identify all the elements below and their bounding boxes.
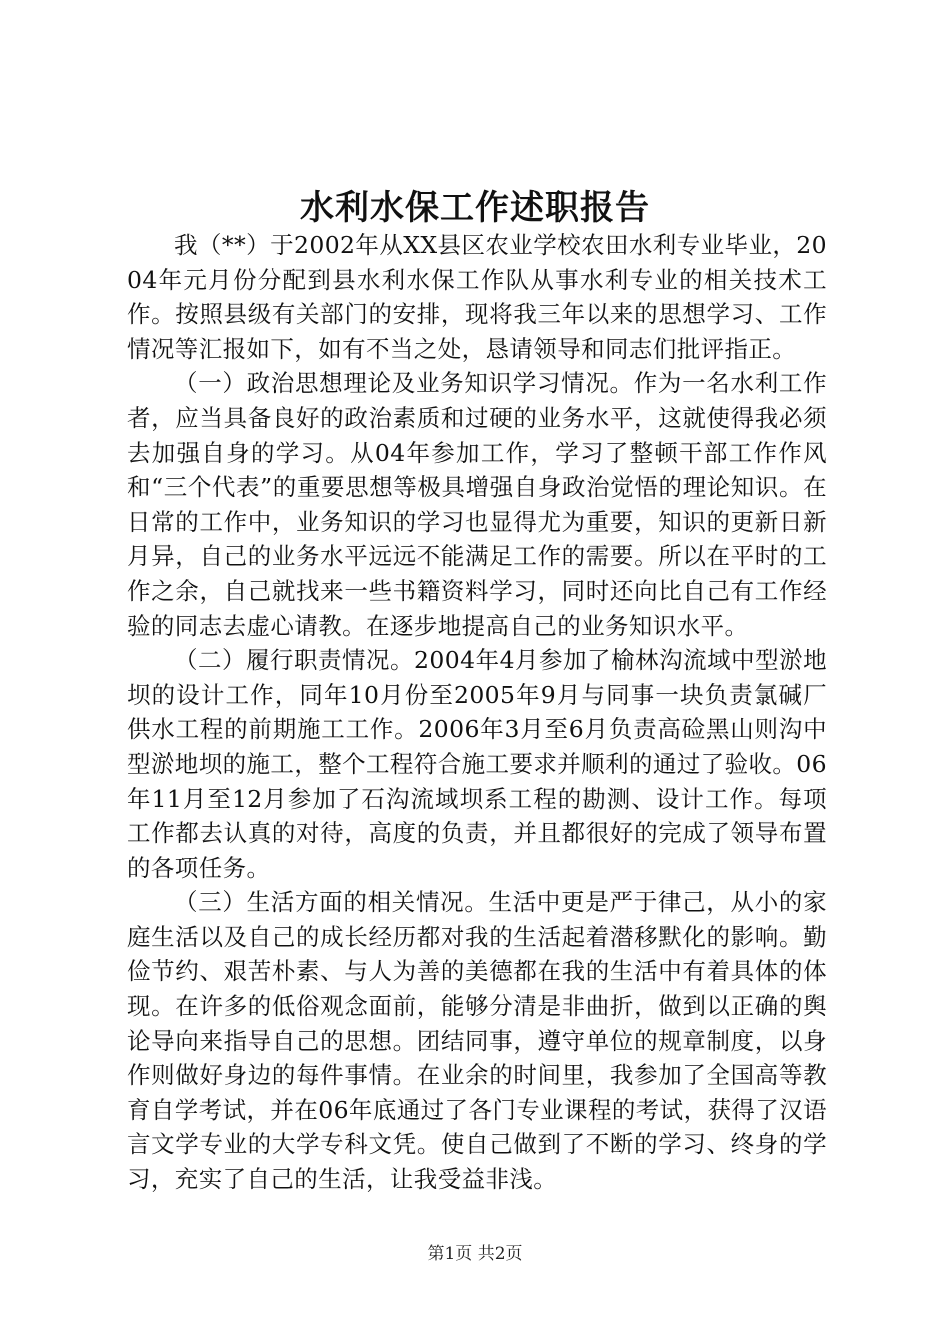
- document-title: 水利水保工作述职报告: [300, 188, 650, 228]
- paragraph-intro: 我（**）于2002年从XX县区农业学校农田水利专业毕业，2004年元月份分配到县水利水保工作队从事水利专业的相关技术工作。按照县级有关部门的安排，现将我三年以来的思想学习、工作情况等汇报如下，如有不当之处，恳请领导和同志们批评指正。: [127, 231, 827, 363]
- document-body: [127, 228, 827, 1197]
- paragraph-duties: （二）履行职责情况。2004年4月参加了榆林沟流域中型淤地坝的设计工作，同年10月份至2005年9月与同事一块负责氯碱厂供水工程的前期施工工作。2006年3月至6月负责高硷黑山则沟中型淤地坝的施工，整个工程符合施工要求并顺利的通过了验收。06年11月至12月参加了石沟流域坝系工程的勘测、设计工作。每项工作都去认真的对待，高度的负责，并且都很好的完成了领导布置的各项任务。: [127, 646, 827, 882]
- paragraph-life: （三）生活方面的相关情况。生活中更是严于律己，从小的家庭生活以及自己的成长经历都对我的生活起着潜移默化的影响。勤俭节约、艰苦朴素、与人为善的美德都在我的生活中有着具体的体现。在许多的低俗观念面前，能够分清是非曲折，做到以正确的舆论导向来指导自己的思想。团结同事，遵守单位的规章制度，以身作则做好身边的每件事情。在业余的时间里，我参加了全国高等教育自学考试，并在06年底通过了各门专业课程的考试，获得了汉语言文学专业的大学专科文凭。使自己做到了不断的学习、终身的学习，充实了自己的生活，让我受益非浅。: [127, 888, 827, 1194]
- paragraph-study: （一）政治思想理论及业务知识学习情况。作为一名水利工作者，应当具备良好的政治素质和过硬的业务水平，这就使得我必须去加强自身的学习。从04年参加工作，学习了整顿干部工作作风和“三个代表”的重要思想等极具增强自身政治觉悟的理论知识。在日常的工作中，业务知识的学习也显得尤为重要，知识的更新日新月异，自己的业务水平远远不能满足工作的需要。所以在平时的工作之余，自己就找来一些书籍资料学习，同时还向比自己有工作经验的同志去虚心请教。在逐步地提高自己的业务知识水平。: [127, 369, 827, 640]
- page-footer: 第1页 共2页: [427, 1244, 523, 1264]
